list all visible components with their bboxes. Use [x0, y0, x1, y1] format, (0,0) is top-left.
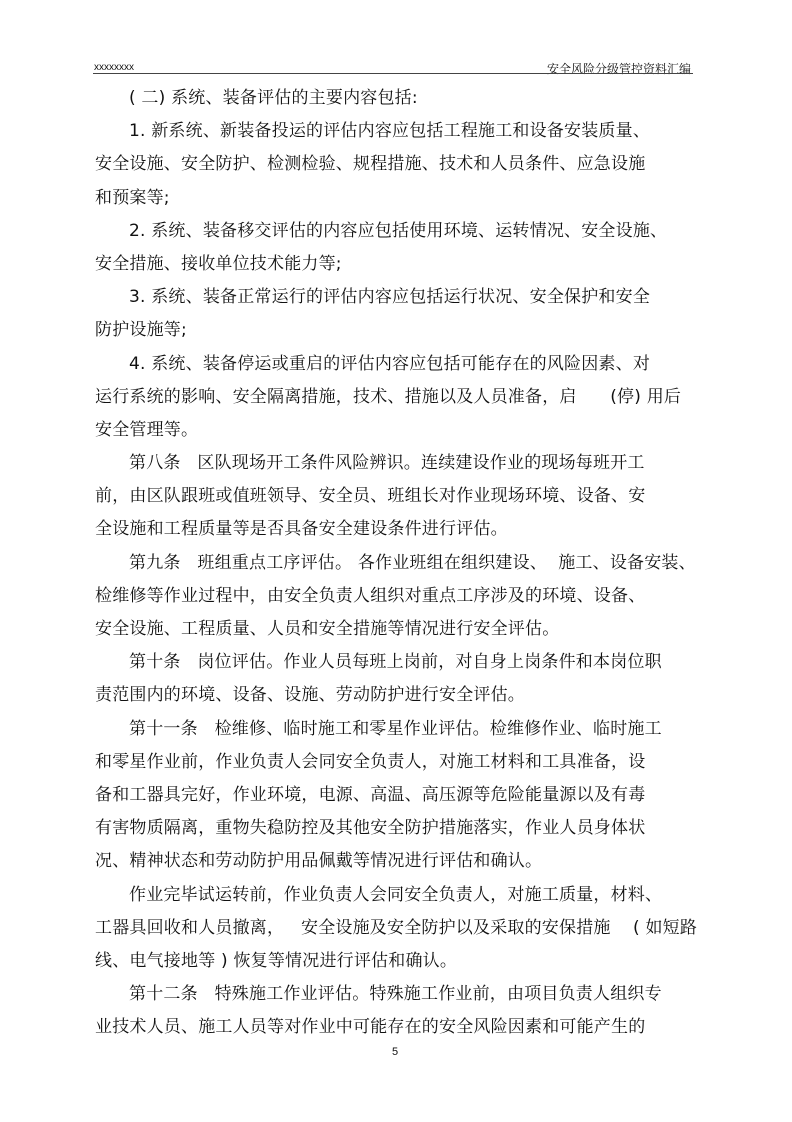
text-line: 检维修等作业过程中，由安全负责人组织对重点工序涉及的环境、设备、: [95, 585, 646, 606]
text-line: 和零星作业前，作业负责人会同安全负责人，对施工材料和工具准备，设: [95, 751, 646, 772]
text-line: 和预案等;: [95, 187, 170, 208]
page-number: 5: [392, 1046, 399, 1058]
header-title: 安全风险分级管控资料汇编: [546, 62, 691, 76]
text-line: 3. 系统、装备正常运行的评估内容应包括运行状况、安全保护和安全: [129, 287, 651, 308]
header-divider: [93, 73, 693, 74]
text-line: 有害物质隔离，重物失稳防控及其他安全防护措施落实，作业人员身体状: [95, 818, 646, 839]
text-line: 况、精神状态和劳动防护用品佩戴等情况进行评估和确认。: [95, 851, 543, 872]
text-line: 安全设施、安全防护、检测检验、规程措施、技术和人员条件、应急设施: [95, 154, 646, 175]
text-line: 作业完毕试运转前，作业负责人会同安全负责人，对施工质量，材料、: [129, 884, 663, 905]
article-11-line: 第十一条 检维修、临时施工和零星作业评估。检维修作业、临时施工: [129, 718, 662, 739]
text-line: 全设施和工程质量等是否具备安全建设条件进行评估。: [95, 519, 508, 540]
article-8-line: 第八条 区队现场开工条件风险辨识。连续建设作业的现场每班开工: [129, 453, 645, 474]
document-body: [95, 82, 735, 1044]
text-line: 责范围内的环境、设备、设施、劳动防护进行安全评估。: [95, 685, 525, 706]
article-12-line: 第十二条 特殊施工作业评估。特殊施工作业前，由项目负责人组织专: [129, 984, 662, 1005]
text-line: 防护设施等;: [95, 320, 187, 341]
text-line: 安全设施、工程质量、人员和安全措施等情况进行安全评估。: [95, 619, 560, 639]
text-line: 运行系统的影响、安全隔离措施，技术、措施以及人员准备，启 (停) 用后: [95, 386, 682, 407]
text-line: 安全管理等。: [95, 419, 199, 440]
article-10-line: 第十条 岗位评估。作业人员每班上岗前，对自身上岗条件和本岗位职: [129, 652, 662, 673]
header-left-text: xxxxxxxx: [94, 62, 134, 73]
text-line: 备和工器具完好，作业环境，电源、高温、高压源等危险能量源以及有毒: [95, 784, 646, 805]
text-line: 1. 新系统、新装备投运的评估内容应包括工程施工和设备安装质量、: [129, 121, 651, 142]
text-line: 前，由区队跟班或值班领导、安全员、班组长对作业现场环境、设备、安: [95, 486, 646, 507]
text-line: 安全措施、接收单位技术能力等;: [95, 253, 342, 274]
section-heading: ( 二) 系统、装备评估的主要内容包括:: [129, 88, 418, 108]
text-line: 工器具回收和人员撤离， 安全设施及安全防护以及采取的安保措施 ( 如短路: [95, 917, 698, 938]
text-line: 2. 系统、装备移交评估的内容应包括使用环境、运转情况、安全设施、: [129, 220, 668, 241]
text-line: 业技术人员、施工人员等对作业中可能存在的安全风险因素和可能产生的: [95, 1017, 646, 1038]
text-line: 4. 系统、装备停运或重启的评估内容应包括可能存在的风险因素、对: [129, 353, 651, 374]
article-9-line: 第九条 班组重点工序评估。 各作业班组在组织建设、 施工、设备安装、: [129, 552, 696, 573]
text-line: 线、电气接地等 ) 恢复等情况进行评估和确认。: [95, 950, 458, 971]
